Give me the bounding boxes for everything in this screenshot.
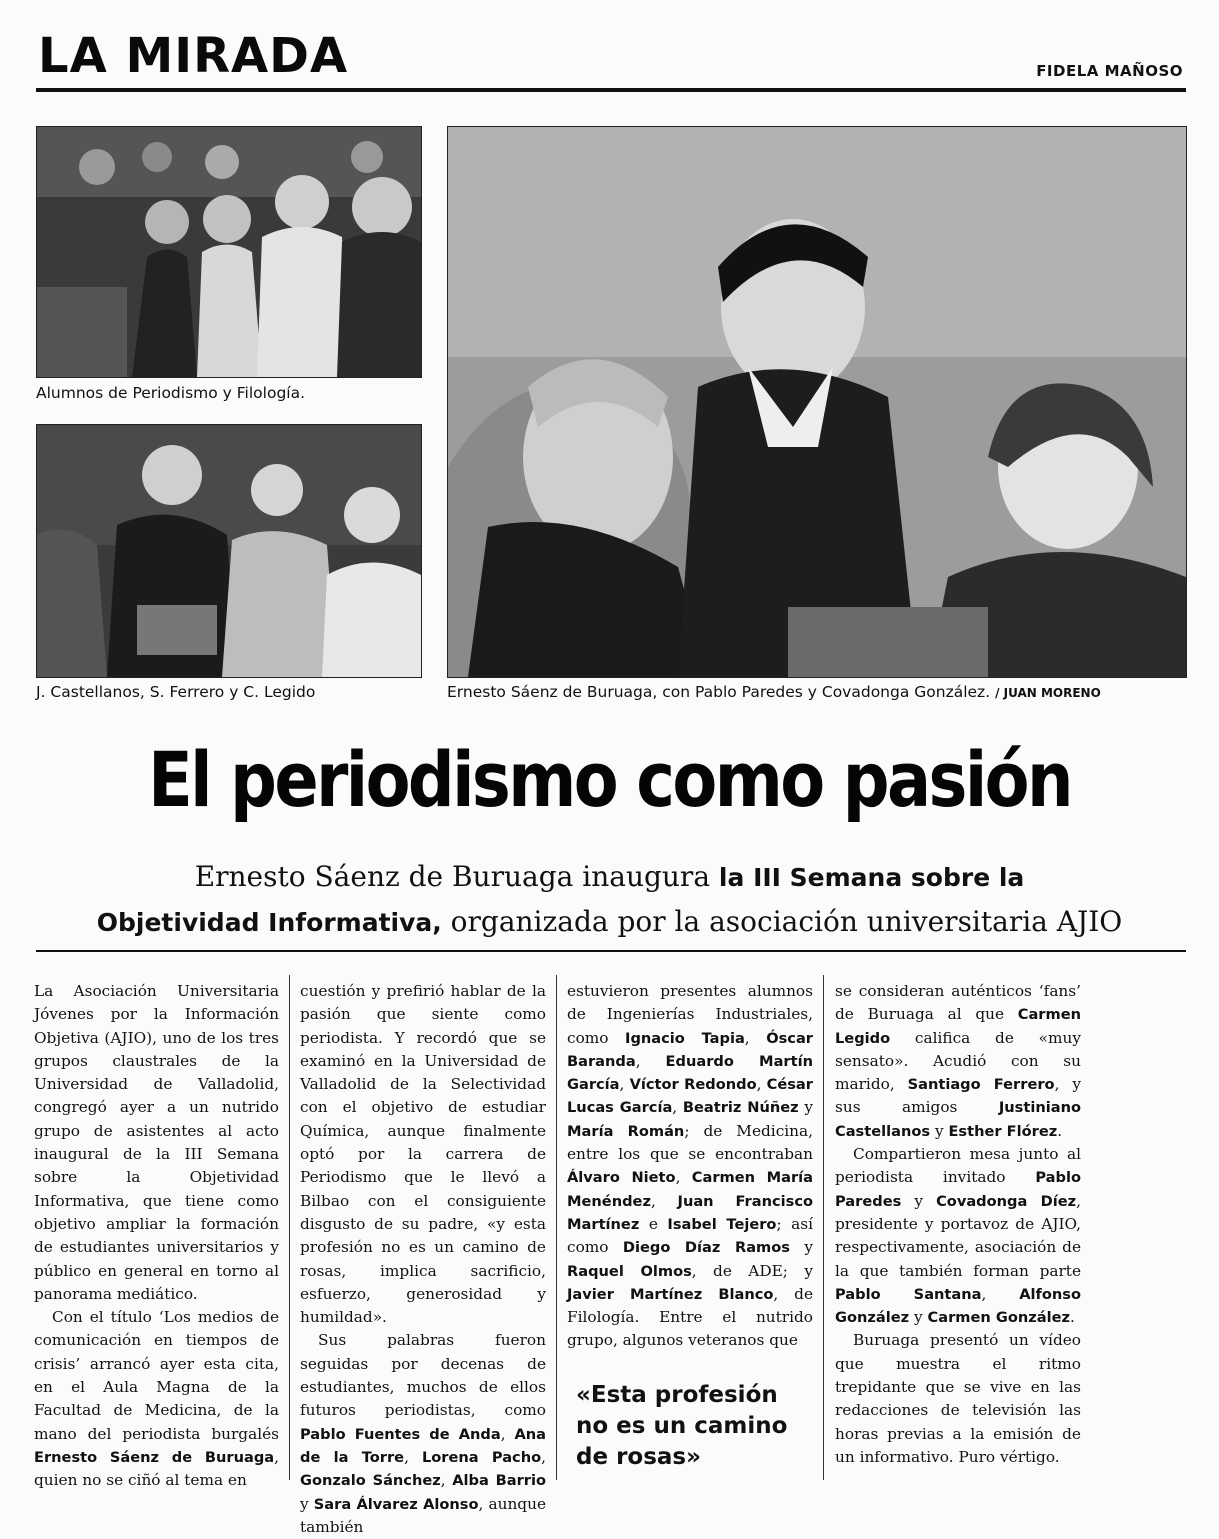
name: Carmen González [927, 1309, 1070, 1327]
deck-line-2 [0, 905, 1219, 938]
text: y [789, 1238, 813, 1257]
body-column-2 [300, 980, 546, 1539]
body-column-4 [835, 980, 1081, 1469]
name: Ana de la Torre [300, 1425, 547, 1466]
header-rule [36, 88, 1186, 92]
deck-rule [36, 950, 1186, 952]
column-rule-3 [823, 975, 824, 1480]
name: María Román [567, 1122, 685, 1140]
text: estuvieron presentes alumnos de Ingenierías Industriales, como [567, 982, 813, 1047]
name: Alba Barrio [452, 1472, 546, 1490]
text: y [930, 1121, 949, 1140]
column-rule-1 [289, 975, 290, 1480]
photo-attendees [36, 424, 422, 678]
text: , [981, 1284, 1020, 1303]
text: , [650, 1191, 678, 1210]
text: . [1057, 1121, 1063, 1140]
paragraph: La Asociación Universitaria Jóvenes por la Información Objetiva (AJIO), uno de los tres grupos claustrales de la Universidad de Valladolid, congregó ayer a un nutrido grupo de asistentes al acto inaugural de la III Semana sobre la Objetividad Informativa, que tiene como objetivo ampliar la formación de estudiantes universitarios y público en general en torno al panorama mediático. [34, 982, 279, 1303]
text: califica de «muy sensato». Acudió con su marido, [835, 1028, 1081, 1094]
paragraph [567, 980, 813, 1353]
body-column-1 [34, 980, 279, 1493]
text: , [541, 1447, 546, 1466]
deck-line-1 [0, 860, 1219, 893]
text: , aunque también [300, 1494, 546, 1536]
deck-bold-2: Objetividad Informativa, [96, 908, 442, 937]
text: , de Filología. Entre el nutrido grupo, algunos veteranos que [567, 1284, 813, 1350]
name: Carmen Legido [835, 1006, 1081, 1047]
name: Justiniano Castellanos [835, 1099, 1081, 1140]
name: Pablo Santana [835, 1285, 982, 1303]
text: se consideran auténticos ‘fans’ de Buruaga al que [835, 982, 1081, 1024]
name: Esther Flórez [948, 1122, 1058, 1140]
name: Óscar Baranda [567, 1029, 813, 1070]
text: , [619, 1075, 630, 1094]
name: Ignacio Tapia [625, 1029, 745, 1047]
name: César Lucas García [567, 1076, 813, 1117]
paragraph [34, 1306, 279, 1492]
paragraph [835, 980, 1081, 1143]
name: Pablo Paredes [835, 1169, 1081, 1210]
name: Pablo Fuentes de Anda [300, 1425, 501, 1443]
name: Gonzalo Sánchez [300, 1472, 441, 1490]
photo-students [36, 126, 422, 378]
text: y [798, 1098, 813, 1117]
name: Sara Álvarez Alonso [313, 1495, 479, 1513]
text: , [500, 1424, 515, 1443]
text: , presidente y portavoz de AJIO, respectivamente, asociación de la que también forman parte [835, 1191, 1082, 1280]
name: Diego Díaz Ramos [622, 1239, 790, 1257]
text: , quien no se ciñó al tema en [34, 1447, 279, 1490]
photo-main [447, 126, 1187, 678]
column-rule-2 [556, 975, 557, 1480]
name: Isabel Tejero [667, 1215, 777, 1233]
text: y [300, 1494, 314, 1513]
text: , [635, 1051, 666, 1070]
name: Alfonso González [835, 1285, 1081, 1327]
name: Covadonga Díez [936, 1192, 1077, 1210]
paragraph: Buruaga presentó un vídeo que muestra el ritmo trepidante que se vive en las redacciones de televisión las horas previas a la emisión de un informativo. Puro vértigo. [835, 1331, 1081, 1466]
text: , [675, 1168, 692, 1187]
name: Javier Martínez Blanco [567, 1285, 774, 1303]
text: e [639, 1214, 668, 1233]
text: , [672, 1098, 683, 1117]
text: , [440, 1471, 453, 1490]
name: Ernesto Sáenz de Buruaga [34, 1448, 275, 1466]
name: Carmen María Menéndez [567, 1169, 814, 1210]
photo-students-caption: Alumnos de Periodismo y Filología. [36, 384, 306, 402]
name: Eduardo Martín García [567, 1052, 813, 1094]
text: ; de Medicina, entre los que se encontraban [567, 1121, 813, 1164]
name: Raquel Olmos [567, 1262, 692, 1280]
text: , [744, 1028, 767, 1047]
photo-main-caption [447, 683, 1101, 701]
photo-main-caption-text: Ernesto Sáenz de Buruaga, con Pablo Paredes y Covadonga González. [447, 683, 991, 701]
name: Víctor Redondo [629, 1076, 757, 1094]
text: ; así como [567, 1214, 813, 1257]
text: Con el título ‘Los medios de comunicación en tiempos de crisis’ arrancó ayer esta cita, en el Aula Magna de la Facultad de Medicina, de la mano del periodista burgalés [34, 1308, 279, 1443]
text: y [909, 1308, 928, 1327]
photo-attendees-caption: J. Castellanos, S. Ferrero y C. Legido [36, 683, 316, 701]
name: Beatriz Núñez [682, 1099, 799, 1117]
text: , de ADE; y [691, 1261, 813, 1280]
deck-text-1: Ernesto Sáenz de Buruaga inaugura [194, 860, 719, 893]
headline: El periodismo como pasión [148, 735, 1071, 824]
paragraph [300, 1329, 546, 1539]
photo-credit: / JUAN MORENO [995, 686, 1101, 700]
text: y [901, 1191, 937, 1210]
name: Juan Francisco Martínez [567, 1192, 813, 1233]
text: , [756, 1075, 767, 1094]
paragraph [835, 1143, 1081, 1329]
name: Lorena Pacho [421, 1448, 542, 1466]
text: . [1069, 1308, 1075, 1327]
name: Santiago Ferrero [907, 1076, 1055, 1094]
text: Compartieron mesa junto al periodista invitado [835, 1145, 1081, 1187]
author-byline: FIDELA MAÑOSO [1036, 62, 1183, 80]
section-title: LA MIRADA [38, 28, 349, 84]
deck-text-2: organizada por la asociación universitaria AJIO [441, 905, 1123, 938]
text: , [404, 1447, 422, 1466]
body-column-3 [567, 980, 813, 1353]
name: Álvaro Nieto [567, 1169, 676, 1187]
deck-bold-1: la III Semana sobre la [718, 863, 1025, 892]
paragraph: cuestión y prefirió hablar de la pasión que siente como periodista. Y recordó que se examinó en la Universidad de Valladolid de la Selectividad con el objetivo de estudiar Química, aunque finalmente optó por la carrera de Periodismo que le llevó a Bilbao con el consiguiente disgusto de su padre, «y esta profesión no es un camino de rosas, implica sacrificio, esfuerzo, generosidad y humildad». [300, 982, 546, 1327]
text: Sus palabras fueron seguidas por decenas de estudiantes, muchos de ellos futuros periodistas, como [300, 1331, 546, 1420]
pull-quote: «Esta profesión no es un camino de rosas» [576, 1382, 788, 1470]
text: , y sus amigos [835, 1075, 1081, 1117]
